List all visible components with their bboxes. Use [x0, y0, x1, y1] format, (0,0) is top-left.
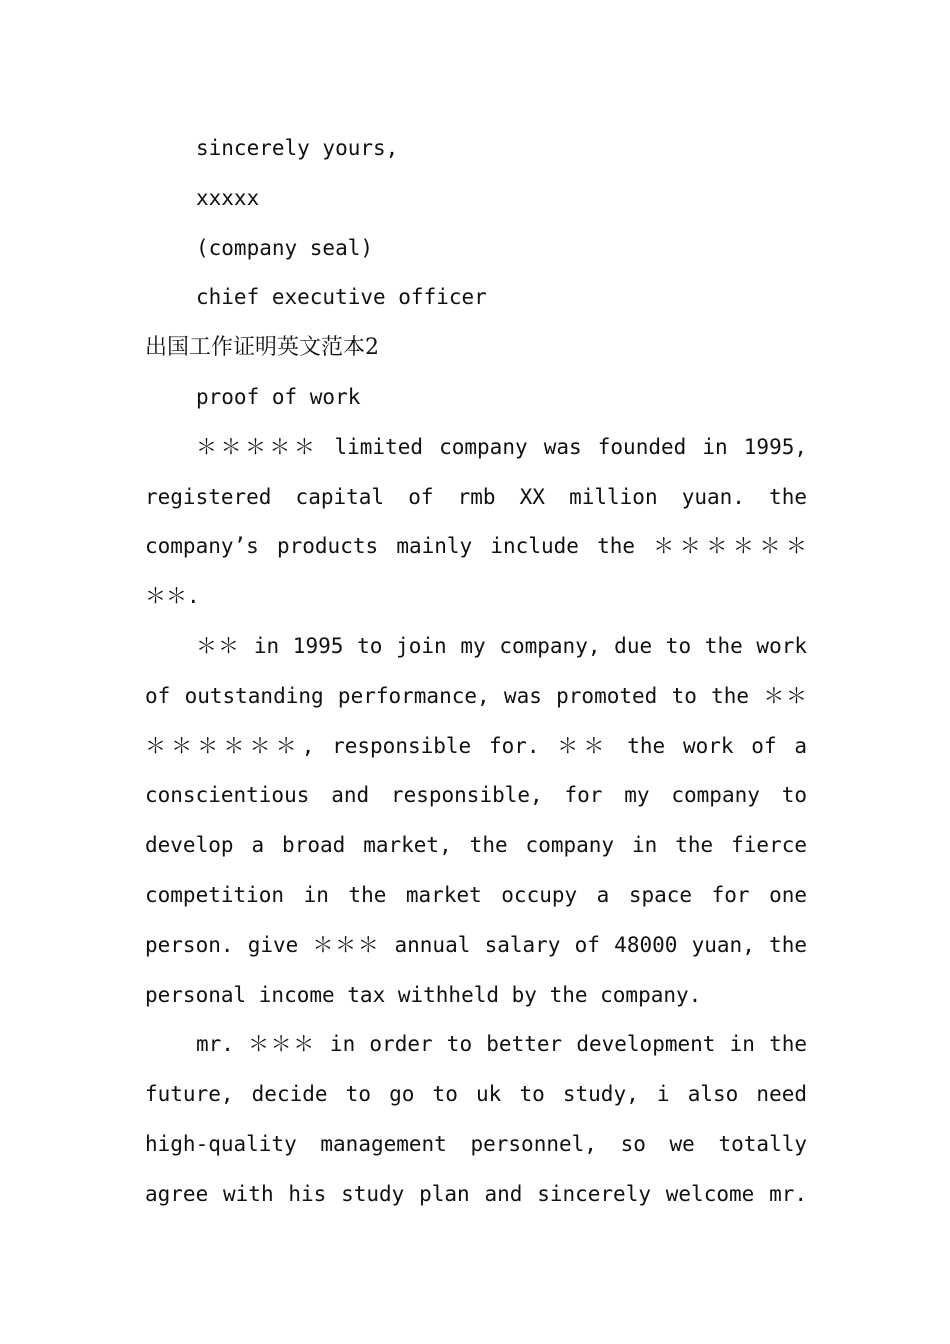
paragraph-company-info	[145, 423, 807, 622]
paragraph-employment	[145, 622, 807, 1020]
paragraph-line: agree with his study plan and sincerely welcome mr.	[145, 1181, 807, 1206]
signature-name: xxxxx	[196, 185, 260, 210]
paragraph-line: high-quality management personnel, so we totally	[145, 1131, 807, 1156]
proof-title: proof of work	[196, 384, 361, 409]
signature-closing: sincerely yours,	[196, 136, 399, 160]
signature-title: chief executive officer	[196, 285, 487, 310]
paragraph-line: ＊＊ in 1995 to join my company, due to the work	[196, 633, 807, 658]
paragraph-study-plan	[145, 1020, 807, 1219]
paragraph-line: registered capital of rmb XX million yuan. the	[145, 484, 807, 509]
paragraph-line: future, decide to go to uk to study, i also need	[145, 1082, 807, 1107]
paragraph-line: mr. ＊＊＊ in order to better development in the	[196, 1032, 807, 1057]
paragraph-line: competition in the market occupy a space for one	[145, 882, 807, 907]
paragraph-line: conscientious and responsible, for my company to	[145, 783, 807, 808]
signature-seal: (company seal)	[196, 235, 374, 260]
paragraph-line: ＊＊.	[145, 584, 200, 609]
section-heading: 出国工作证明英文范本2	[145, 335, 379, 361]
paragraph-line: of outstanding performance, was promoted to the ＊＊	[145, 683, 807, 708]
paragraph-line: ＊＊＊＊＊＊, responsible for. ＊＊ the work of a	[145, 733, 807, 758]
document-body	[145, 124, 807, 1220]
paragraph-line: person. give ＊＊＊ annual salary of 48000 yuan, the	[145, 932, 807, 957]
paragraph-line: company’s products mainly include the ＊＊＊＊＊＊	[145, 534, 807, 559]
paragraph-line: ＊＊＊＊＊ limited company was founded in 1995,	[196, 434, 807, 459]
paragraph-line: personal income tax withheld by the company.	[145, 982, 702, 1007]
paragraph-line: develop a broad market, the company in the fierce	[145, 833, 807, 858]
